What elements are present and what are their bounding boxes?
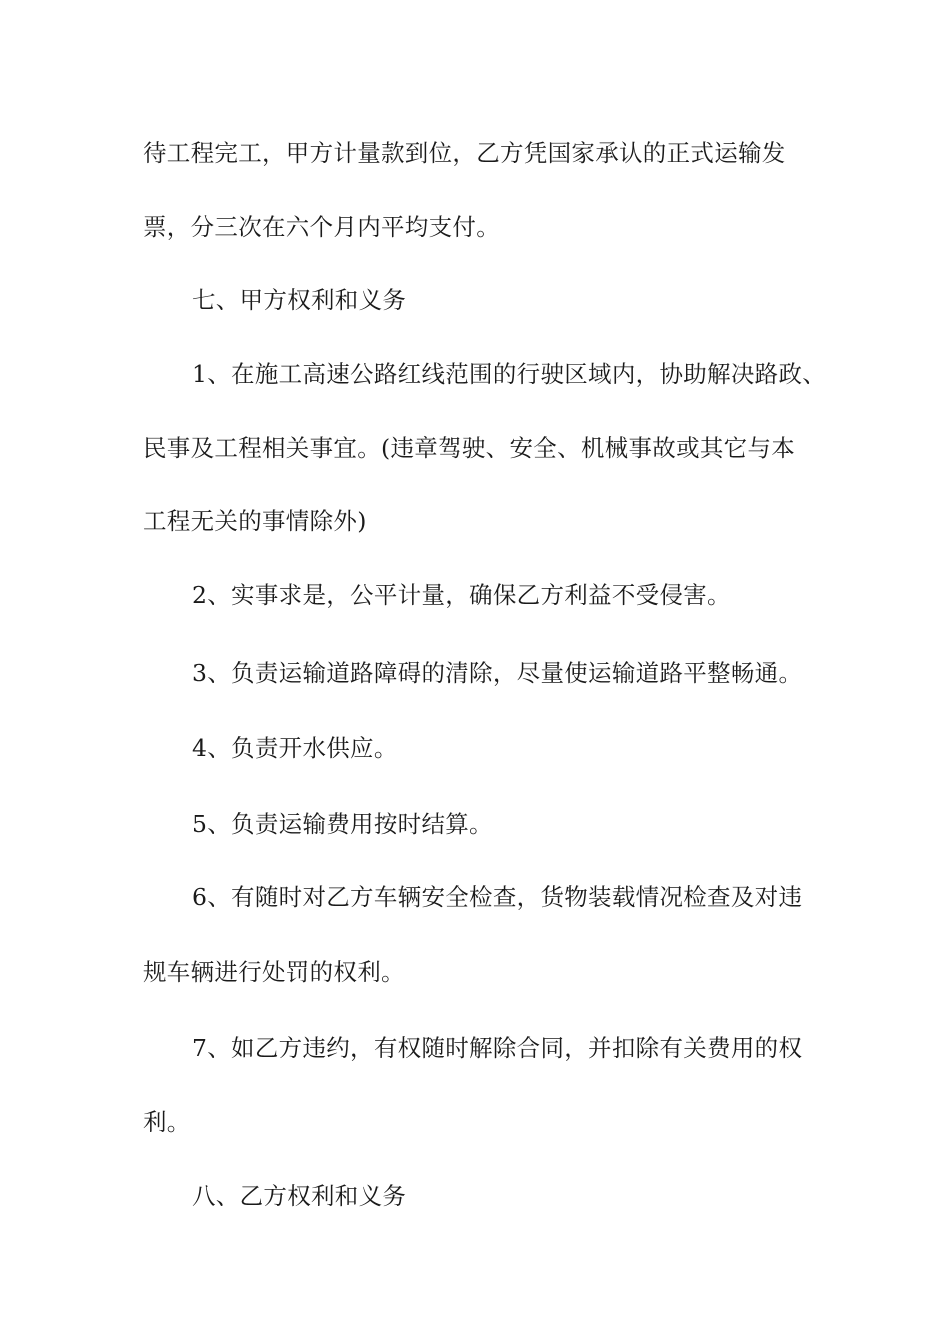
- text-line: 规车辆进行处罚的权利。: [143, 958, 405, 986]
- text-line: 民事及工程相关事宜。(违章驾驶、安全、机械事故或其它与本: [143, 434, 796, 462]
- text-line: 票，分三次在六个月内平均支付。: [143, 213, 500, 241]
- text-line: 利。: [143, 1108, 191, 1136]
- text-line: 待工程完工，甲方计量款到位，乙方凭国家承认的正式运输发: [143, 139, 786, 167]
- text-line: 5、负责运输费用按时结算。: [192, 810, 493, 838]
- text-line: 4、负责开水供应。: [192, 734, 398, 762]
- section-heading: 八、乙方权利和义务: [192, 1182, 407, 1210]
- text-line: 3、负责运输道路障碍的清除，尽量使运输道路平整畅通。: [192, 659, 803, 687]
- section-heading: 七、甲方权利和义务: [192, 286, 407, 314]
- text-line: 7、如乙方违约，有权随时解除合同，并扣除有关费用的权: [192, 1034, 803, 1062]
- text-line: 6、有随时对乙方车辆安全检查，货物装载情况检查及对违: [192, 883, 803, 911]
- text-line: 2、实事求是，公平计量，确保乙方利益不受侵害。: [192, 581, 731, 609]
- text-line: 1、在施工高速公路红线范围的行驶区域内，协助解决路政、: [192, 360, 827, 388]
- text-line: 工程无关的事情除外): [143, 507, 367, 535]
